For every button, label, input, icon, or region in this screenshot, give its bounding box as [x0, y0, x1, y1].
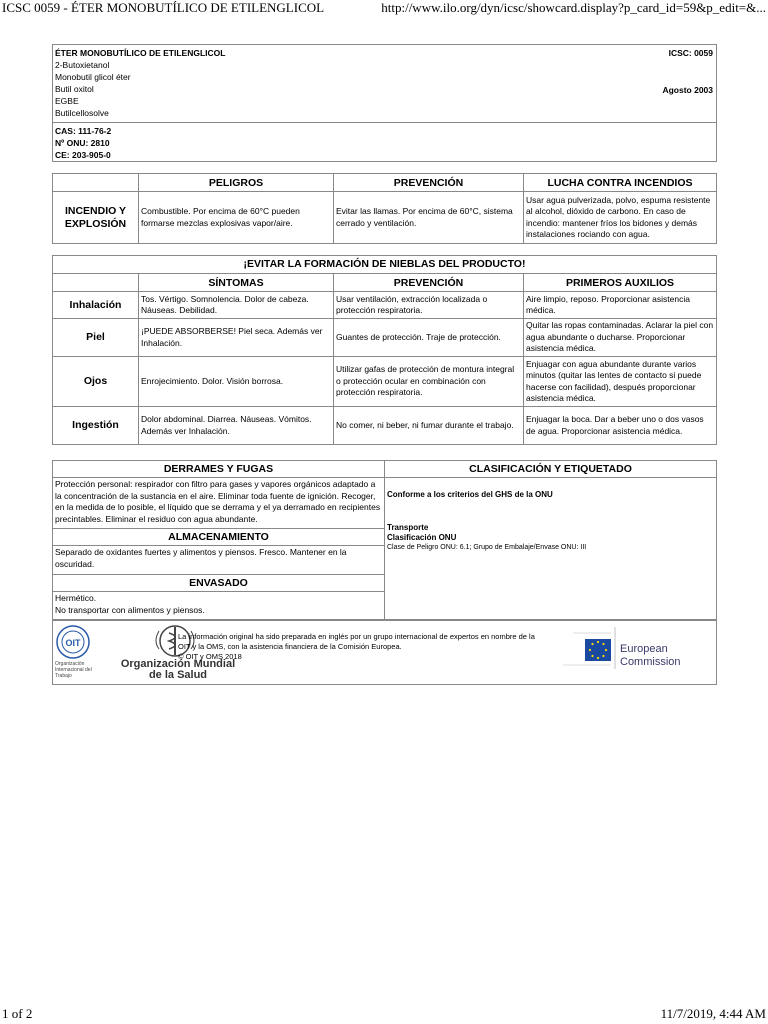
mist-warning-banner: ¡EVITAR LA FORMACIÓN DE NIEBLAS DEL PRODUCTO! — [53, 256, 717, 274]
print-footer — [0, 1004, 768, 1024]
transport-title: Transporte — [387, 523, 429, 532]
corner-cell — [53, 174, 139, 192]
first-aid-cell: Aire limpio, reposo. Proporcionar asistencia médica. — [524, 292, 717, 319]
table-row — [53, 292, 717, 319]
onu-class-text: Clase de Peligro ONU: 6.1; Grupo de Embalaje/Envase ONU: III — [387, 544, 587, 551]
eu-line-2: Commission — [620, 656, 681, 668]
onu-number: Nº ONU: 2810 — [55, 138, 110, 148]
symptoms-cell: Dolor abdominal. Diarrea. Náuseas. Vómitos. Además ver Inhalación. — [139, 407, 334, 445]
row-header-fire: INCENDIO Y EXPLOSIÓN — [53, 192, 139, 244]
classification-heading: CLASIFICACIÓN Y ETIQUETADO — [385, 461, 716, 478]
card-date: Agosto 2003 — [662, 85, 713, 95]
packaging-line: Hermético. — [55, 593, 97, 603]
ce-number: CE: 203-905-0 — [55, 150, 111, 160]
info-text: La información original ha sido preparada en inglés por un grupo internacional de expertos en nombre de la OIT y la OMS, con la asistencia financiera de la Comisión Europea. — [178, 632, 535, 651]
fire-hazards-table — [52, 173, 717, 244]
copyright-text: © OIT y OMS 2018 — [178, 652, 242, 661]
fire-prevention-cell: Evitar las llamas. Por encima de 60°C, sistema cerrado y ventilación. — [334, 192, 524, 244]
corner-cell — [53, 274, 139, 292]
eu-line-1: European — [620, 643, 668, 655]
storage-heading: ALMACENAMIENTO — [53, 529, 384, 546]
symptoms-cell: Tos. Vértigo. Somnolencia. Dolor de cabeza. Náuseas. Debilidad. — [139, 292, 334, 319]
oit-logo-icon — [55, 624, 91, 660]
synonym: 2-Butoxietanol — [55, 60, 110, 70]
chemical-name: ÉTER MONOBUTÍLICO DE ETILENGLICOL — [55, 48, 226, 58]
oit-label: Organización Internacional del Trabajo — [55, 661, 92, 679]
row-header-eyes: Ojos — [53, 357, 139, 407]
page-count: 1 of 2 — [2, 1006, 33, 1021]
table-row — [53, 407, 717, 445]
table-row — [53, 319, 717, 357]
col-header-firefighting: LUCHA CONTRA INCENDIOS — [524, 174, 717, 192]
eu-label — [620, 643, 681, 669]
icsc-code: ICSC: 0059 — [668, 48, 713, 58]
svg-text:OIT: OIT — [65, 638, 81, 648]
print-header-title: ICSC 0059 - ÉTER MONOBUTÍLICO DE ETILENGLICOL — [2, 0, 325, 15]
packaging-heading: ENVASADO — [53, 575, 384, 592]
row-header-inhalation: Inhalación — [53, 292, 139, 319]
prevention-cell: Usar ventilación, extracción localizada o protección respiratoria. — [334, 292, 524, 319]
prevention-cell: No comer, ni beber, ni fumar durante el trabajo. — [334, 407, 524, 445]
print-header-url[interactable]: http://www.ilo.org/dyn/icsc/showcard.display?p_card_id=59&p_edit=&... — [381, 0, 766, 15]
row-header-skin: Piel — [53, 319, 139, 357]
symptoms-cell: Enrojecimiento. Dolor. Visión borrosa. — [139, 357, 334, 407]
col-header-first-aid: PRIMEROS AUXILIOS — [524, 274, 717, 292]
spills-storage-column — [53, 461, 385, 619]
prevention-cell: Utilizar gafas de protección de montura integral o protección ocular en combinación con protección respiratoria. — [334, 357, 524, 407]
symptoms-cell: ¡PUEDE ABSORBERSE! Piel seca. Además ver Inhalación. — [139, 319, 334, 357]
first-aid-cell: Enjuagar la boca. Dar a beber uno o dos vasos de agua. Proporcionar asistencia médica. — [524, 407, 717, 445]
synonym: Monobutil glicol éter — [55, 72, 131, 82]
sponsors-footer — [52, 620, 717, 685]
cas-number: CAS: 111-76-2 — [55, 126, 112, 136]
row-header-ingestion: Ingestión — [53, 407, 139, 445]
print-header — [0, 0, 768, 18]
synonym: Butil oxitol — [55, 84, 94, 94]
spills-text: Protección personal: respirador con filtro para gases y vapores orgánicos adaptado a la concentración de la sustancia en el aire. Eliminar toda fuente de ignición. Recoger, en la medida de lo posible, el líquido que se derrama y el ya derramado en recipientes precintables. Eliminar el residuo con agua abundante. — [53, 478, 384, 529]
info-text-block — [178, 632, 538, 662]
onu-class-title: Clasificación ONU — [387, 533, 457, 542]
packaging-text — [53, 592, 384, 617]
first-aid-cell: Enjuagar con agua abundante durante varios minutos (quitar las lentes de contacto si puede hacerse con facilidad), después proporcionar asistencia médica. — [524, 357, 717, 407]
exposure-table — [52, 255, 717, 445]
table-row — [53, 357, 717, 407]
fire-hazard-cell: Combustible. Por encima de 60°C pueden formarse mezclas explosivas vapor/aire. — [139, 192, 334, 244]
print-timestamp: 11/7/2019, 4:44 AM — [660, 1006, 766, 1021]
prevention-cell: Guantes de protección. Traje de protección. — [334, 319, 524, 357]
oms-label: Organización Mundial de la Salud — [120, 658, 236, 681]
storage-text: Separado de oxidantes fuertes y alimentos y piensos. Fresco. Mantener en la oscuridad. — [53, 546, 384, 575]
ghs-text: Conforme a los criterios del GHS de la ONU — [387, 490, 553, 499]
col-header-prevention: PREVENCIÓN — [334, 174, 524, 192]
spills-heading: DERRAMES Y FUGAS — [53, 461, 384, 478]
first-aid-cell: Quitar las ropas contaminadas. Aclarar la piel con agua abundante o ducharse. Proporcionar asistencia médica. — [524, 319, 717, 357]
classification-column — [385, 461, 716, 619]
col-header-prevention: PREVENCIÓN — [334, 274, 524, 292]
identification-block — [52, 44, 717, 162]
synonym: EGBE — [55, 96, 79, 106]
col-header-hazards: PELIGROS — [139, 174, 334, 192]
col-header-symptoms: SÍNTOMAS — [139, 274, 334, 292]
spills-classification-block — [52, 460, 717, 620]
packaging-line: No transportar con alimentos y piensos. — [55, 604, 205, 615]
firefighting-cell: Usar agua pulverizada, polvo, espuma resistente al alcohol, dióxido de carbono. En caso de incendio: mantener fríos los bidones y demás instalaciones rociando con agua. — [524, 192, 717, 244]
synonym: Butilcellosolve — [55, 108, 109, 118]
